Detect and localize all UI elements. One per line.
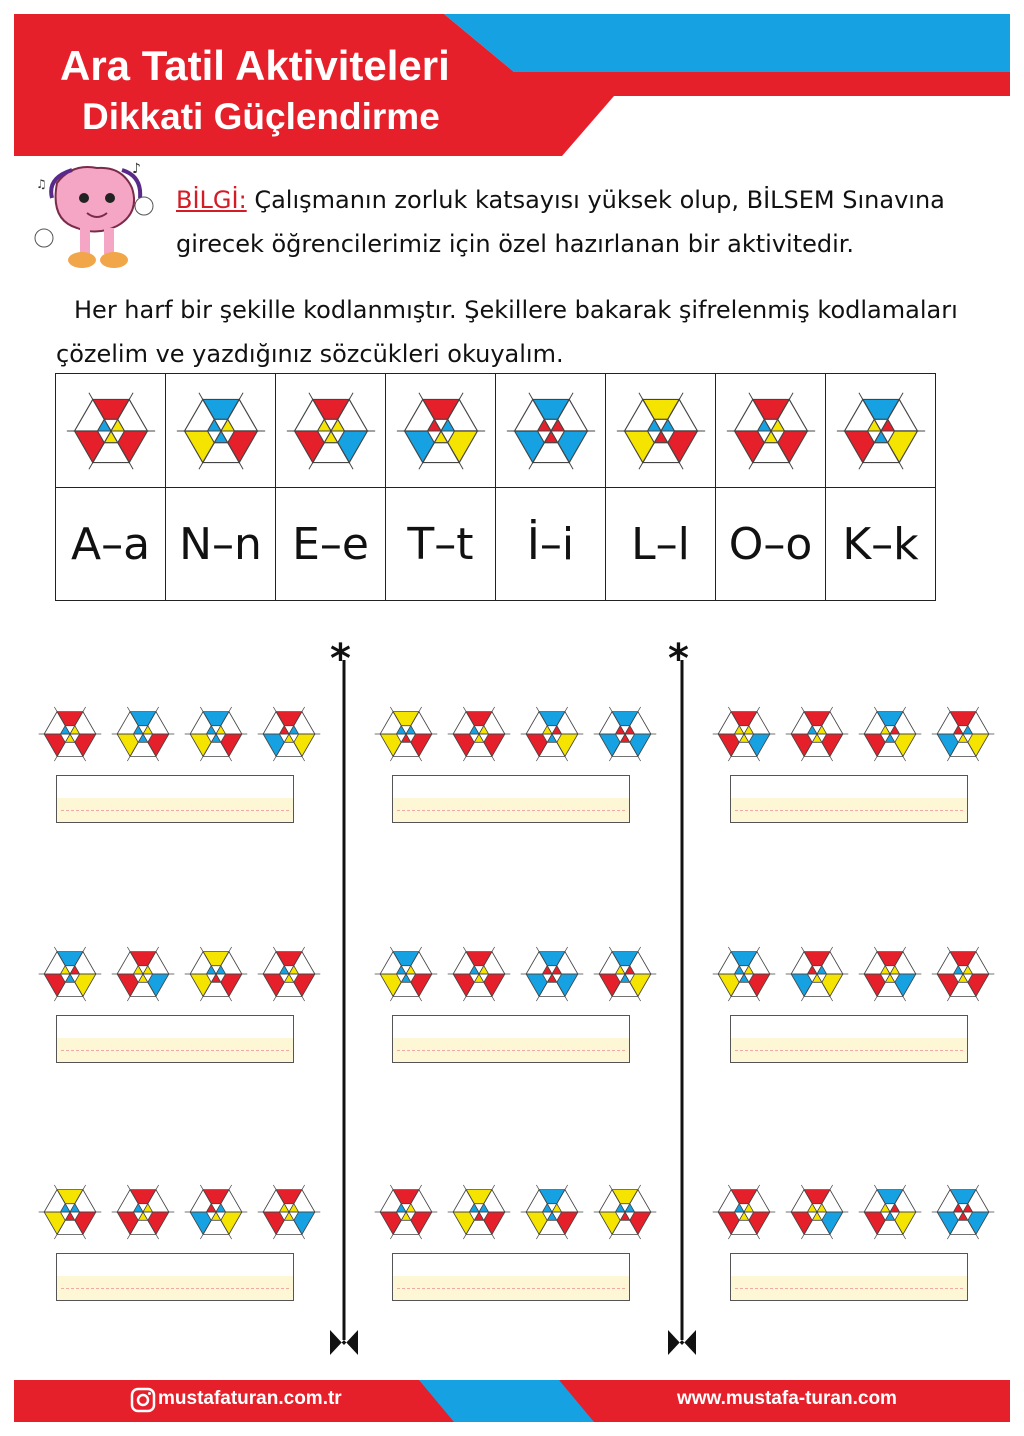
hexagon-code-icon [445, 1178, 513, 1246]
key-symbol-cell [606, 374, 716, 488]
answer-box[interactable] [730, 1253, 968, 1301]
hexagon-code-icon [503, 383, 599, 479]
header-blue-band [444, 14, 1010, 72]
key-letter-cell: N–n [166, 488, 276, 601]
svg-text:♪: ♪ [132, 161, 141, 177]
hexagon-code-icon [833, 383, 929, 479]
hexagon-code-icon [856, 700, 924, 768]
footer-instagram-handle[interactable]: mustafaturan.com.tr [158, 1388, 342, 1409]
hexagon-code-icon [63, 383, 159, 479]
key-letter-cell: E–e [276, 488, 386, 601]
hexagon-code-icon [36, 1178, 104, 1246]
hexagon-code-icon [856, 1178, 924, 1246]
hexagon-code-icon [109, 700, 177, 768]
hexagon-code-icon [255, 1178, 323, 1246]
hexagon-code-icon [929, 940, 997, 1008]
svg-text:*: * [330, 640, 351, 682]
hexagon-code-icon [109, 940, 177, 1008]
key-symbol-cell [56, 374, 166, 488]
instagram-icon [130, 1387, 156, 1413]
key-letter-cell: O–o [716, 488, 826, 601]
brain-mascot-icon [22, 158, 172, 278]
hexagon-code-icon [518, 940, 586, 1008]
svg-text:♫: ♫ [36, 177, 47, 191]
info-body: Çalışmanın zorluk katsayısı yüksek olup, BİLSEM Sınavına girecek öğrencilerimiz için özel hazırlanan bir aktivitedir. [176, 186, 945, 258]
hexagon-code-icon [372, 940, 440, 1008]
svg-text:*: * [668, 640, 689, 682]
puzzle-word [372, 1178, 672, 1318]
hexagon-code-icon [613, 383, 709, 479]
hexagon-code-icon [710, 1178, 778, 1246]
instruction [56, 288, 976, 376]
key-symbol-cell [826, 374, 936, 488]
key-symbol-cell [496, 374, 606, 488]
hexagon-code-icon [929, 700, 997, 768]
hexagon-code-icon [591, 940, 659, 1008]
hexagon-code-icon [255, 700, 323, 768]
instruction-line-1: Her harf bir şekille kodlanmıştır. Şekillere bakarak şifrelenmiş kodlamaları [74, 296, 958, 324]
key-letter-cell: T–t [386, 488, 496, 601]
hexagon-code-icon [783, 700, 851, 768]
puzzle-word [36, 1178, 336, 1318]
hexagon-code-icon [283, 383, 379, 479]
footer-website-link[interactable]: www.mustafa-turan.com [677, 1388, 897, 1409]
key-letter-cell: L–l [606, 488, 716, 601]
hexagon-code-icon [182, 1178, 250, 1246]
hexagon-code-icon [393, 383, 489, 479]
hexagon-code-icon [783, 940, 851, 1008]
answer-box[interactable] [392, 1015, 630, 1063]
key-symbol-cell [276, 374, 386, 488]
key-symbol-cell [386, 374, 496, 488]
info-label: BİLGİ: [176, 186, 247, 214]
answer-box[interactable] [392, 1253, 630, 1301]
hexagon-code-icon [783, 1178, 851, 1246]
hexagon-code-icon [372, 700, 440, 768]
puzzle-word [710, 1178, 1010, 1318]
info-text [176, 178, 976, 266]
hexagon-code-icon [36, 940, 104, 1008]
puzzle-word [372, 700, 672, 840]
hexagon-code-icon [445, 940, 513, 1008]
hexagon-code-icon [710, 940, 778, 1008]
hexagon-code-icon [856, 940, 924, 1008]
puzzle-word [36, 700, 336, 840]
hexagon-code-icon [710, 700, 778, 768]
key-letter-cell: K–k [826, 488, 936, 601]
answer-box[interactable] [56, 1015, 294, 1063]
hexagon-code-icon [182, 940, 250, 1008]
key-symbol-cell [716, 374, 826, 488]
answer-box[interactable] [392, 775, 630, 823]
hexagon-code-icon [173, 383, 269, 479]
hexagon-code-icon [723, 383, 819, 479]
answer-box[interactable] [56, 1253, 294, 1301]
key-symbol-cell [166, 374, 276, 488]
puzzle-word [36, 940, 336, 1080]
hexagon-code-icon [445, 700, 513, 768]
instruction-line-2: çözelim ve yazdığınız sözcükleri okuyalım. [56, 340, 564, 368]
key-letter-cell: İ–i [496, 488, 606, 601]
page-title: Ara Tatil Aktiviteleri [60, 42, 450, 89]
key-letter-cell: A–a [56, 488, 166, 601]
puzzle-word [710, 700, 1010, 840]
hexagon-code-icon [929, 1178, 997, 1246]
answer-box[interactable] [730, 775, 968, 823]
hexagon-code-icon [109, 1178, 177, 1246]
code-key-table [55, 373, 936, 601]
hexagon-code-icon [518, 1178, 586, 1246]
puzzle-word [372, 940, 672, 1080]
answer-box[interactable] [730, 1015, 968, 1063]
hexagon-code-icon [591, 1178, 659, 1246]
hexagon-code-icon [36, 700, 104, 768]
hexagon-code-icon [372, 1178, 440, 1246]
hexagon-code-icon [591, 700, 659, 768]
answer-box[interactable] [56, 775, 294, 823]
hexagon-code-icon [255, 940, 323, 1008]
hexagon-code-icon [182, 700, 250, 768]
puzzle-word [710, 940, 1010, 1080]
page-subtitle: Dikkati Güçlendirme [82, 96, 440, 137]
hexagon-code-icon [518, 700, 586, 768]
